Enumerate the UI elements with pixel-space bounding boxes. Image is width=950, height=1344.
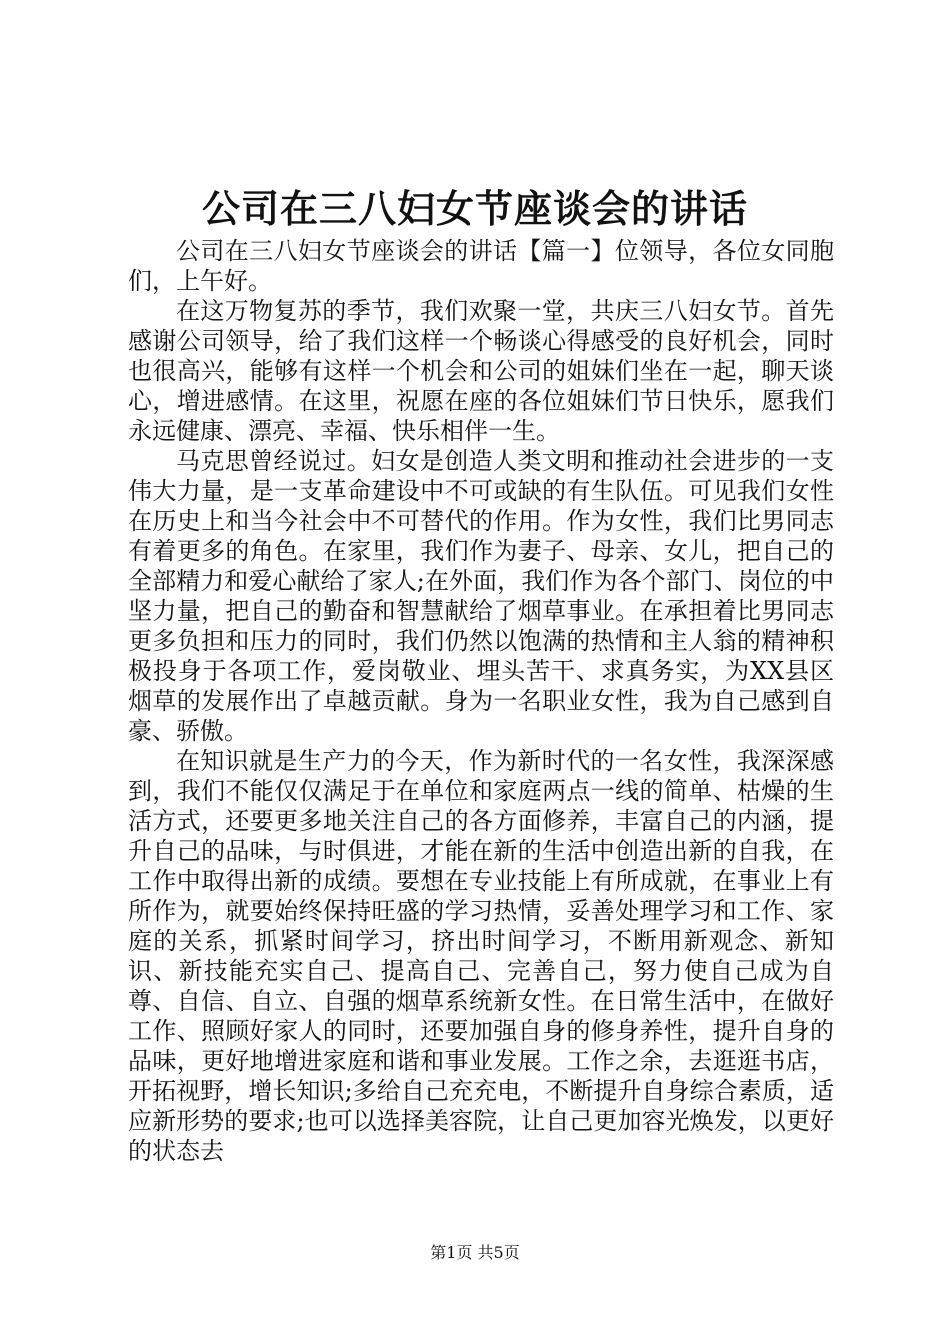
document-body [128,236,834,1166]
page-number-footer: 第1页 共5页 [430,1243,520,1262]
paragraph: 公司在三八妇女节座谈会的讲话【篇一】位领导，各位女同胞们，上午好。 [128,237,834,295]
paragraph: 在知识就是生产力的今天，作为新时代的一名女性，我深深感到，我们不能仅仅满足于在单位和家庭两点一线的简单、枯燥的生活方式，还要更多地关注自己的各方面修养，丰富自己的内涵，提升自己的品味，与时俱进，才能在新的生活中创造出新的自我，在工作中取得出新的成绩。要想在专业技能上有所成就，在事业上有所作为，就要始终保持旺盛的学习热情，妥善处理学习和工作、家庭的关系，抓紧时间学习，挤出时间学习，不断用新观念、新知识、新技能充实自己、提高自己、完善自己，努力使自己成为自尊、自信、自立、自强的烟草系统新女性。在日常生活中，在做好工作、照顾好家人的同时，还要加强自身的修身养性，提升自身的品味，更好地增进家庭和谐和事业发展。工作之余，去逛逛书店，开拓视野，增长知识;多给自己充充电，不断提升自身综合素质，适应新形势的要求;也可以选择美容院，让自己更加容光焕发，以更好的状态去 [128,747,834,1165]
paragraph: 在这万物复苏的季节，我们欢聚一堂，共庆三八妇女节。首先感谢公司领导，给了我们这样一个畅谈心得感受的良好机会，同时也很高兴，能够有这样一个机会和公司的姐妹们坐在一起，聊天谈心，增进感情。在这里，祝愿在座的各位姐妹们节日快乐，愿我们永远健康、漂亮、幸福、快乐相伴一生。 [128,297,834,445]
document-title: 公司在三八妇女节座谈会的讲话 [201,186,748,231]
paragraph: 马克思曾经说过。妇女是创造人类文明和推动社会进步的一支伟大力量，是一支革命建设中不可或缺的有生队伍。可见我们女性在历史上和当今社会中不可替代的作用。作为女性，我们比男同志有着更多的角色。在家里，我们作为妻子、母亲、女儿，把自己的全部精力和爱心献给了家人;在外面，我们作为各个部门、岗位的中坚力量，把自己的勤奋和智慧献给了烟草事业。在承担着比男同志更多负担和压力的同时，我们仍然以饱满的热情和主人翁的精神积极投身于各项工作，爱岗敬业、埋头苦干、求真务实，为XX县区烟草的发展作出了卓越贡献。身为一名职业女性，我为自己感到自豪、骄傲。 [128,447,834,745]
